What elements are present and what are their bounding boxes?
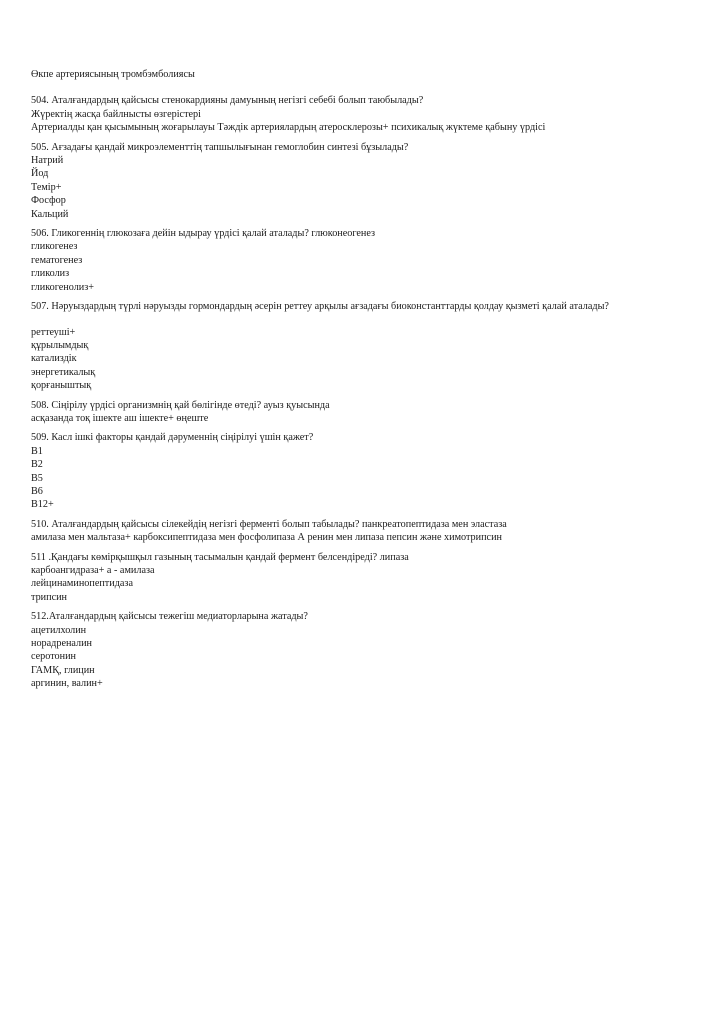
question-508 <box>31 399 701 426</box>
question-510 <box>31 518 701 545</box>
answer-option: гликогенез <box>31 241 78 253</box>
answer-option: В12+ <box>31 499 54 511</box>
question-text: 509. Касл ішкі факторы қандай дәруменнің сіңірілуі үшін қажет? <box>31 432 314 444</box>
answer-option: гематогенез <box>31 254 83 266</box>
answer-option: Натрий <box>31 155 64 167</box>
question-text: 508. Сіңірілу үрдісі организмнің қай бөлігінде өтеді? ауыз қуысында <box>31 399 330 411</box>
answer-option: гликогенолиз+ <box>31 281 95 293</box>
answer-option: серотонин <box>31 651 76 663</box>
answer-line: амилаза мен мальтаза+ карбоксипептидаза мен фосфолипаза А ренин мен липаза пепсин және химотрипсин <box>31 532 502 544</box>
answer-option: гликолиз <box>31 268 70 280</box>
question-text: 512.Аталғандардың қайсысы тежегіш медиаторларына жатады? <box>31 611 308 623</box>
question-text: 507. Нәруыздардың түрлі нәруызды гормондардың әсерін реттеу арқылы ағзадағы биоконстанттарды қолдау қызметі қалай аталады? <box>31 301 609 313</box>
question-text: 506. Гликогеннің глюкозаға дейін ыдырау үрдісі қалай аталады? глюконеогенез <box>31 228 376 240</box>
question-506 <box>31 227 701 294</box>
answer-option: Темір+ <box>31 181 62 193</box>
answer-option: ацетилхолин <box>31 624 87 636</box>
answer-option: норадреналин <box>31 638 93 650</box>
answer-option: карбоангидраза+ а - амилаза <box>31 565 155 576</box>
answer-option: құрылымдық <box>31 339 89 351</box>
answer-option: Йод <box>31 168 49 180</box>
question-text: 505. Ағзадағы қандай микроэлементтің тапшылығынан гемоглобин синтезі бұзылады? <box>31 141 409 153</box>
question-504 <box>31 94 701 134</box>
answer-option: ГАМҚ, глицин <box>31 664 95 676</box>
question-509 <box>31 431 701 511</box>
answer-option: катализдік <box>31 353 77 365</box>
document-page <box>31 68 701 691</box>
question-507 <box>31 300 701 392</box>
answer-line: Жүректің жасқа байлнысты өзгерістері <box>31 108 201 120</box>
question-text: 504. Аталғандардың қайсысы стенокардияны дамуының негізгі себебі болып таюбылады? <box>31 95 424 107</box>
question-text: 511 .Қандағы көмірқышқыл газының тасымалын қандай фермент белсендіреді? липаза <box>31 551 409 563</box>
answer-option: реттеуші+ <box>31 326 76 338</box>
answer-option: аргинин, валин+ <box>31 678 103 690</box>
answer-option: В5 <box>31 472 43 484</box>
question-511 <box>31 551 701 605</box>
section-heading: Өкпе артериясының тромбэмболиясы <box>31 69 195 80</box>
answer-option: қорғаныштық <box>31 380 92 392</box>
answer-option: В1 <box>31 445 43 457</box>
answer-option: лейцинаминопептидаза <box>31 578 133 590</box>
answer-option: Кальций <box>31 208 69 220</box>
answer-option: В6 <box>31 485 43 497</box>
question-text: 510. Аталғандардың қайсысы сілекейдің негізгі ферменті болып табылады? панкреатопептидаза мен эластаза <box>31 518 507 530</box>
answer-line: асқазанда тоқ ішекте аш ішекте+ өңеште <box>31 412 209 424</box>
answer-option: энергетикалық <box>31 366 96 378</box>
answer-option: трипсин <box>31 591 67 603</box>
question-512 <box>31 610 701 690</box>
question-505 <box>31 141 701 221</box>
answer-line: Артериалды қан қысымының жоғарылауы Тәждік артериялардың атеросклерозы+ психикалық жүктеме қабыну үрдісі <box>31 122 546 134</box>
answer-option: В2 <box>31 459 43 471</box>
answer-option: Фосфор <box>31 195 66 207</box>
